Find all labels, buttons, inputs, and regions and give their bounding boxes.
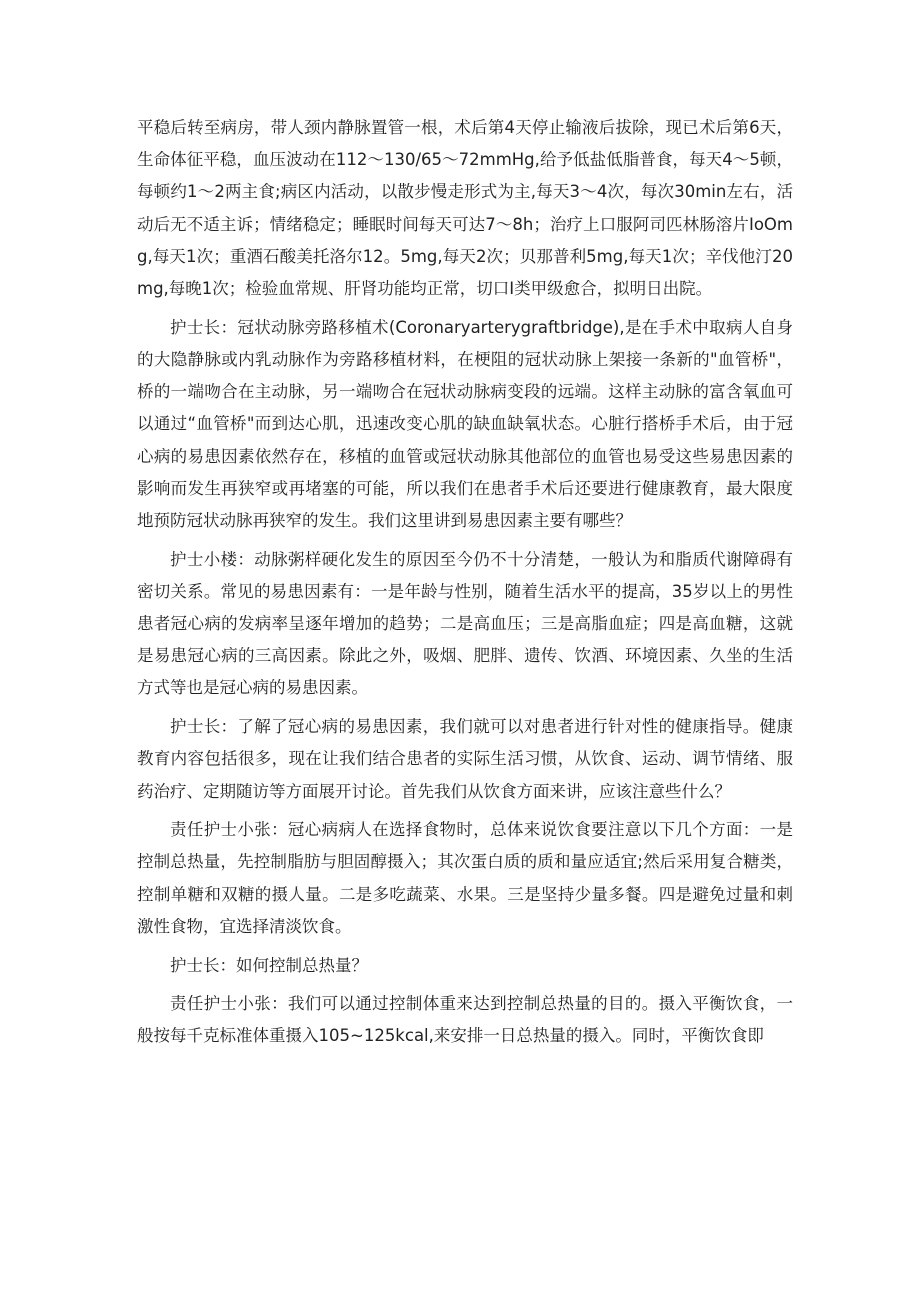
paragraph-nurse-lou-risk-factors: 护士小楼：动脉粥样硬化发生的原因至今仍不十分清楚，一般认为和脂质代谢障碍有密切关系。常见的易患因素有：一是年龄与性别，随着生活水平的提高，35岁以上的男性患者冠心病的发病率呈逐年增加的趋势；二是高血压；三是高脂血症；四是高血糖，这就是易患冠心病的三高因素。除此之外，吸烟、肥胖、遗传、饮酒、环境因素、久坐的生活方式等也是冠心病的易患因素。: [137, 549, 793, 698]
document-body: [137, 112, 793, 1059]
paragraph-head-nurse-question: 护士长：如何控制总热量？: [170, 955, 368, 975]
paragraph-head-nurse-cabg: 护士长：冠状动脉旁路移植术(Coronaryarterygraftbridge),是在手术中取病人自身的大隐静脉或内乳动脉作为旁路移植材料，在梗阻的冠状动脉上架接一条新的"血管桥"，桥的一端吻合在主动脉，另一端吻合在冠状动脉病变段的远端。这样主动脉的富含氧血可以通过“血管桥"而到达心肌，迅速改变心肌的缺血缺氧状态。心脏行搭桥手术后，由于冠心病的易患因素依然存在，移植的血管或冠状动脉其他部位的血管也易受这些易患因素的影响而发生再狭窄或再堵塞的可能，所以我们在患者手术后还要进行健康教育，最大限度地预防冠状动脉再狭窄的发生。我们这里讲到易患因素主要有哪些？: [137, 317, 793, 530]
paragraph-head-nurse-health-education: 护士长：了解了冠心病的易患因素，我们就可以对患者进行针对性的健康指导。健康教育内容包括很多，现在让我们结合患者的实际生活习惯，从饮食、运动、调节情绪、服药治疗、定期随访等方面展开讨论。首先我们从饮食方面来讲，应该注意些什么？: [137, 717, 793, 801]
paragraph-patient-status: 平稳后转至病房，带人颈内静脉置管一根，术后第4天停止输液后拔除，现已术后第6天，生命体征平稳，血压波动在112～130/65～72mmHg,给予低盐低脂普食，每天4～5顿，每顿约1～2两主食;病区内活动，以散步慢走形式为主,每天3～4次，每次30min左右，活动后无不适主诉；情绪稳定；睡眠时间每天可达7～8h；治疗上口服阿司匹林肠溶片IoOmg,每天1次；重酒石酸美托洛尔12。5mg,每天2次；贝那普利5mg,每天1次；辛伐他汀20mg,每晚1次；检验血常规、肝肾功能均正常，切口I类甲级愈合，拟明日出院。: [137, 118, 793, 299]
paragraph-nurse-zhang-diet: 责任护士小张：冠心病病人在选择食物时，总体来说饮食要注意以下几个方面：一是控制总热量，先控制脂肪与胆固醇摄入；其次蛋白质的质和量应适宜;然后采用复合糖类，控制单糖和双糖的摄人量。二是多吃蔬菜、水果。三是坚持少量多餐。四是避免过量和刺激性食物，宜选择清淡饮食。: [137, 820, 793, 936]
paragraph-nurse-zhang-calories: 责任护士小张：我们可以通过控制体重来达到控制总热量的目的。摄入平衡饮食，一般按每千克标准体重摄入105~125kcal,来安排一日总热量的摄入。同时，平衡饮食即: [137, 994, 793, 1046]
